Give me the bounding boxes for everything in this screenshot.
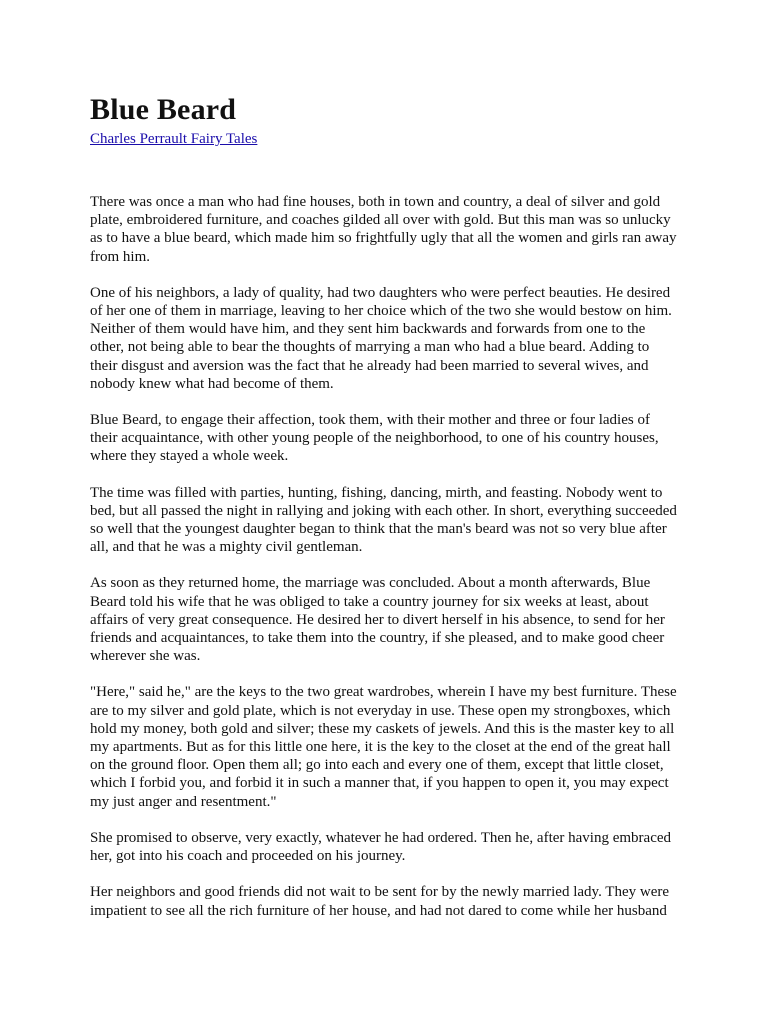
paragraph: There was once a man who had fine houses, both in town and country, a deal of silver and gold plate, embroidered furniture, and coaches gilded all over with gold. But this man was so unlucky as to have a blue beard, which made him so frightfully ugly that all the women and girls ran away from him. bbox=[90, 194, 677, 265]
paragraph: The time was filled with parties, hunting, fishing, dancing, mirth, and feasting. Nobody went to bed, but all passed the night in rallying and joking with each other. In short, everything succeeded so well that the youngest daughter began to think that the man's beard was not so very blue after all, and that he was a mighty civil gentleman. bbox=[90, 484, 677, 556]
paragraph: As soon as they returned home, the marriage was concluded. About a month afterwards, Blue Beard told his wife that he was obliged to take a country journey for six weeks at least, about affairs of very great consequence. He desired her to divert herself in his absence, to send for her friends and acquaintances, to take them into the country, if she pleased, and to make good cheer wherever she was. bbox=[90, 575, 665, 665]
page-title: Blue Beard bbox=[90, 93, 237, 126]
paragraph: She promised to observe, very exactly, whatever he had ordered. Then he, after having embraced her, got into his coach and proceeded on his journey. bbox=[90, 829, 672, 865]
paragraph: One of his neighbors, a lady of quality, had two daughters who were perfect beauties. He desired of her one of them in marriage, leaving to her choice which of the two she would bestow on him. Neither of them would have him, and they sent him backwards and forwards from one to the other, not being able to bear the thoughts of marrying a man who had a blue beard. Adding to their disgust and aversion was the fact that he already had been married to several wives, and nobody knew what had become of them. bbox=[90, 284, 672, 392]
story-body bbox=[90, 193, 678, 920]
paragraph: Her neighbors and good friends did not wait to be sent for by the newly married lady. They were impatient to see all the rich furniture of her house, and had not dared to come while her husband bbox=[90, 884, 670, 919]
collection-link[interactable]: Charles Perrault Fairy Tales bbox=[90, 131, 258, 147]
document-page bbox=[90, 92, 678, 938]
paragraph: Blue Beard, to engage their affection, took them, with their mother and three or four ladies of their acquaintance, with other young people of the neighborhood, to one of his country houses, where they stayed a whole week. bbox=[90, 412, 659, 465]
paragraph: "Here," said he," are the keys to the two great wardrobes, wherein I have my best furniture. These are to my silver and gold plate, which is not everyday in use. These open my strongboxes, which hold my money, both gold and silver; these my caskets of jewels. And this is the master key to all my apartments. But as for this little one here, it is the key to the closet at the end of the great hall on the ground floor. Open them all; go into each and every one of them, except that little closet, which I forbid you, and forbid it in such a manner that, if you happen to open it, you may expect my just anger and resentment." bbox=[90, 684, 677, 810]
